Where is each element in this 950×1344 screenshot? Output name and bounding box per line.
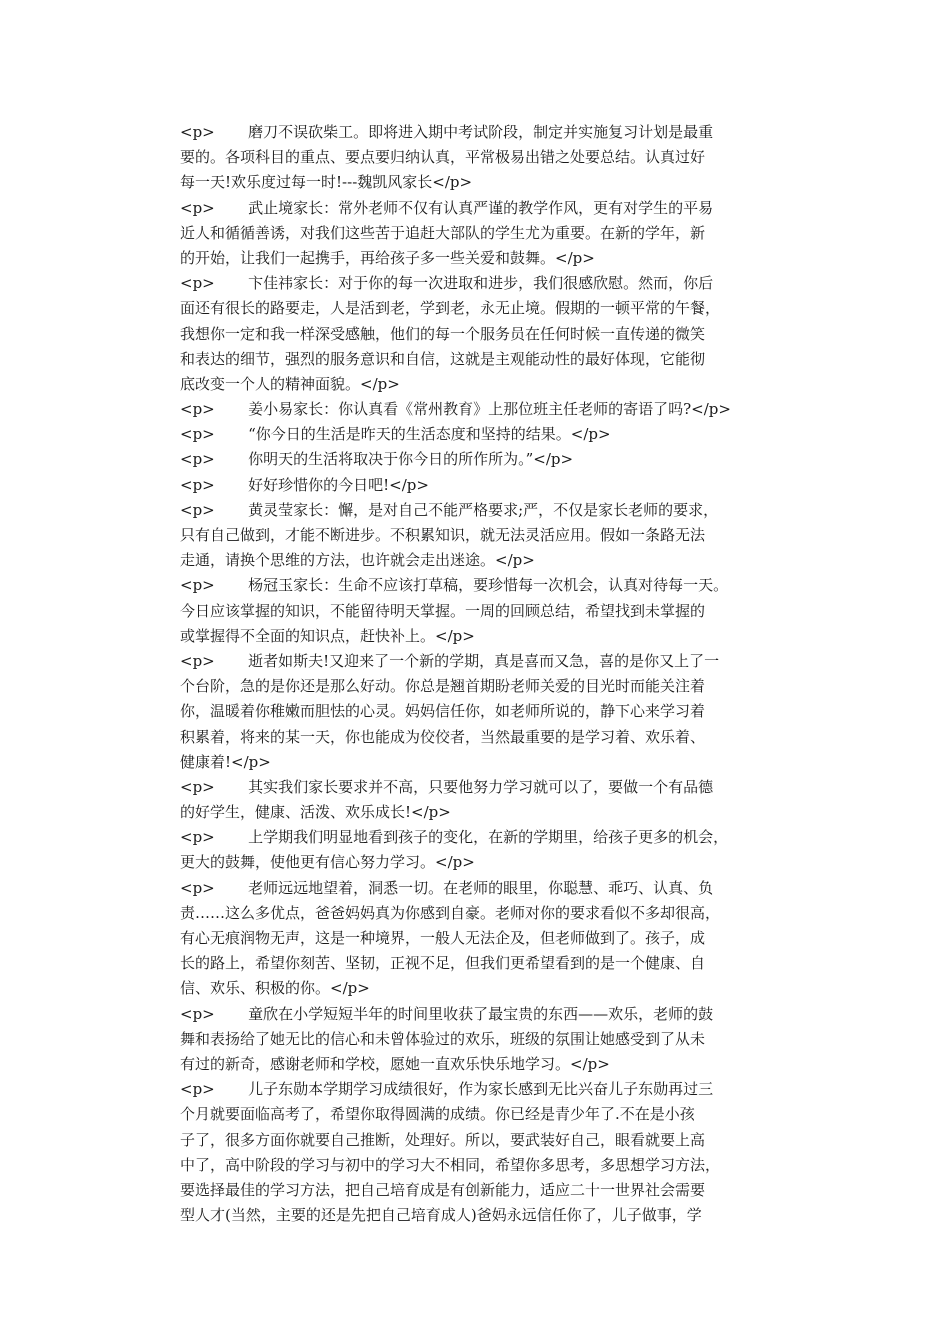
paragraph xyxy=(180,649,780,775)
paragraph xyxy=(180,196,780,272)
text-line: <p> 武止境家长：常外老师不仅有认真严谨的教学作风，更有对学生的平易 xyxy=(180,198,714,217)
text-line: <p> 其实我们家长要求并不高，只要他努力学习就可以了，要做一个有品德 xyxy=(180,777,714,796)
paragraph xyxy=(180,876,780,1002)
text-line: 健康着!</p> xyxy=(180,752,271,771)
paragraph xyxy=(180,422,780,447)
paragraph xyxy=(180,573,780,649)
text-line: 的好学生，健康、活泼、欢乐成长!</p> xyxy=(180,803,451,822)
text-line: 中了，高中阶段的学习与初中的学习大不相同，希望你多思考，多思想学习方法， xyxy=(180,1155,721,1174)
paragraph xyxy=(180,271,780,397)
paragraph xyxy=(180,775,780,825)
text-line: 近人和循循善诱，对我们这些苦于追赶大部队的学生尤为重要。在新的学年，新 xyxy=(180,223,706,242)
text-line: 有过的新奇，感谢老师和学校，愿她一直欢乐快乐地学习。</p> xyxy=(180,1054,610,1073)
paragraph xyxy=(180,825,780,875)
text-line: 子了，很多方面你就要自己推断，处理好。所以，要武装好自己，眼看就要上高 xyxy=(180,1130,706,1149)
text-line: <p> “你今日的生活是昨天的生活态度和坚持的结果。</p> xyxy=(180,425,611,444)
text-line: 个月就要面临高考了，希望你取得圆满的成绩。你已经是青少年了.不在是小孩 xyxy=(180,1105,695,1124)
text-line: 长的路上，希望你刻苦、坚韧，正视不足，但我们更希望看到的是一个健康、自 xyxy=(180,954,706,973)
text-line: <p> 逝者如斯夫!又迎来了一个新的学期，真是喜而又急，喜的是你又上了一 xyxy=(180,651,720,670)
text-line: 你，温暖着你稚嫩而胆怯的心灵。妈妈信任你，如老师所说的，静下心来学习着 xyxy=(180,702,706,721)
text-line: 我想你一定和我一样深受感触，他们的每一个服务员在任何时候一直传递的微笑 xyxy=(180,324,706,343)
document-page xyxy=(180,120,780,1228)
text-line: <p> 好好珍惜你的今日吧!</p> xyxy=(180,475,429,494)
text-line: 要选择最佳的学习方法，把自己培育成是有创新能力，适应二十一世界社会需要 xyxy=(180,1180,706,1199)
text-line: 更大的鼓舞，使他更有信心努力学习。</p> xyxy=(180,853,475,872)
text-line: <p> 老师远远地望着，洞悉一切。在老师的眼里，你聪慧、乖巧、认真、负 xyxy=(180,878,714,897)
text-line: 的开始，让我们一起携手，再给孩子多一些关爱和鼓舞。</p> xyxy=(180,248,595,267)
text-line: <p> 你明天的生活将取决于你今日的所作所为。”</p> xyxy=(180,450,574,469)
text-line: 今日应该掌握的知识，不能留待明天掌握。一周的回顾总结，希望找到未掌握的 xyxy=(180,601,706,620)
paragraph xyxy=(180,1077,780,1228)
text-line: 个台阶，急的是你还是那么好动。你总是翘首期盼老师关爱的目光时而能关注着 xyxy=(180,677,706,696)
text-line: 信、欢乐、积极的你。</p> xyxy=(180,979,370,998)
text-line: <p> 磨刀不误砍柴工。即将进入期中考试阶段，制定并实施复习计划是最重 xyxy=(180,123,714,141)
text-line: <p> 黄灵莹家长：懈，是对自己不能严格要求;严，不仅是家长老师的要求， xyxy=(180,500,719,519)
paragraph xyxy=(180,120,780,196)
text-line: <p> 卞佳祎家长：对于你的每一次进取和进步，我们很感欣慰。然而，你后 xyxy=(180,274,714,293)
text-line: <p> 童欣在小学短短半年的时间里收获了最宝贵的东西——欢乐，老师的鼓 xyxy=(180,1004,714,1023)
text-line: 舞和表扬给了她无比的信心和未曾体验过的欢乐，班级的氛围让她感受到了从未 xyxy=(180,1029,706,1048)
text-line: <p> 杨冠玉家长：生命不应该打草稿，要珍惜每一次机会，认真对待每一天。 xyxy=(180,576,729,595)
text-line: 责……这么多优点，爸爸妈妈真为你感到自豪。老师对你的要求看似不多却很高， xyxy=(180,903,721,922)
text-line: <p> 姜小易家长：你认真看《常州教育》上那位班主任老师的寄语了吗?</p> xyxy=(180,400,731,419)
text-line: 走通，请换个思维的方法，也许就会走出迷途。</p> xyxy=(180,551,535,570)
text-line: 或掌握得不全面的知识点，赶快补上。</p> xyxy=(180,626,475,645)
text-line: 面还有很长的路要走，人是活到老，学到老，永无止境。假期的一顿平常的午餐， xyxy=(180,299,721,318)
text-line: <p> 儿子东勋本学期学习成绩很好，作为家长感到无比兴奋儿子东勋再过三 xyxy=(180,1080,714,1099)
paragraph xyxy=(180,447,780,472)
text-line: 型人才(当然，主要的还是先把自己培育成人)爸妈永远信任你了，儿子做事，学 xyxy=(180,1206,702,1225)
text-line: 底改变一个人的精神面貌。</p> xyxy=(180,374,400,393)
paragraph xyxy=(180,397,780,422)
text-line: 积累着，将来的某一天，你也能成为佼佼者，当然最重要的是学习着、欢乐着、 xyxy=(180,727,706,746)
text-line: 只有自己做到，才能不断进步。不积累知识，就无法灵活应用。假如一条路无法 xyxy=(180,526,706,544)
paragraph xyxy=(180,498,780,574)
paragraph xyxy=(180,1002,780,1078)
paragraph xyxy=(180,473,780,498)
text-line: 要的。各项科目的重点、要点要归纳认真，平常极易出错之处要总结。认真过好 xyxy=(180,148,706,167)
text-line: 和表达的细节，强烈的服务意识和自信，这就是主观能动性的最好体现，它能彻 xyxy=(180,349,706,368)
text-line: 有心无痕润物无声，这是一种境界，一般人无法企及，但老师做到了。孩子，成 xyxy=(180,929,706,947)
text-line: <p> 上学期我们明显地看到孩子的变化，在新的学期里，给孩子更多的机会， xyxy=(180,828,729,847)
text-line: 每一天!欢乐度过每一时!---魏凯风家长</p> xyxy=(180,173,473,192)
